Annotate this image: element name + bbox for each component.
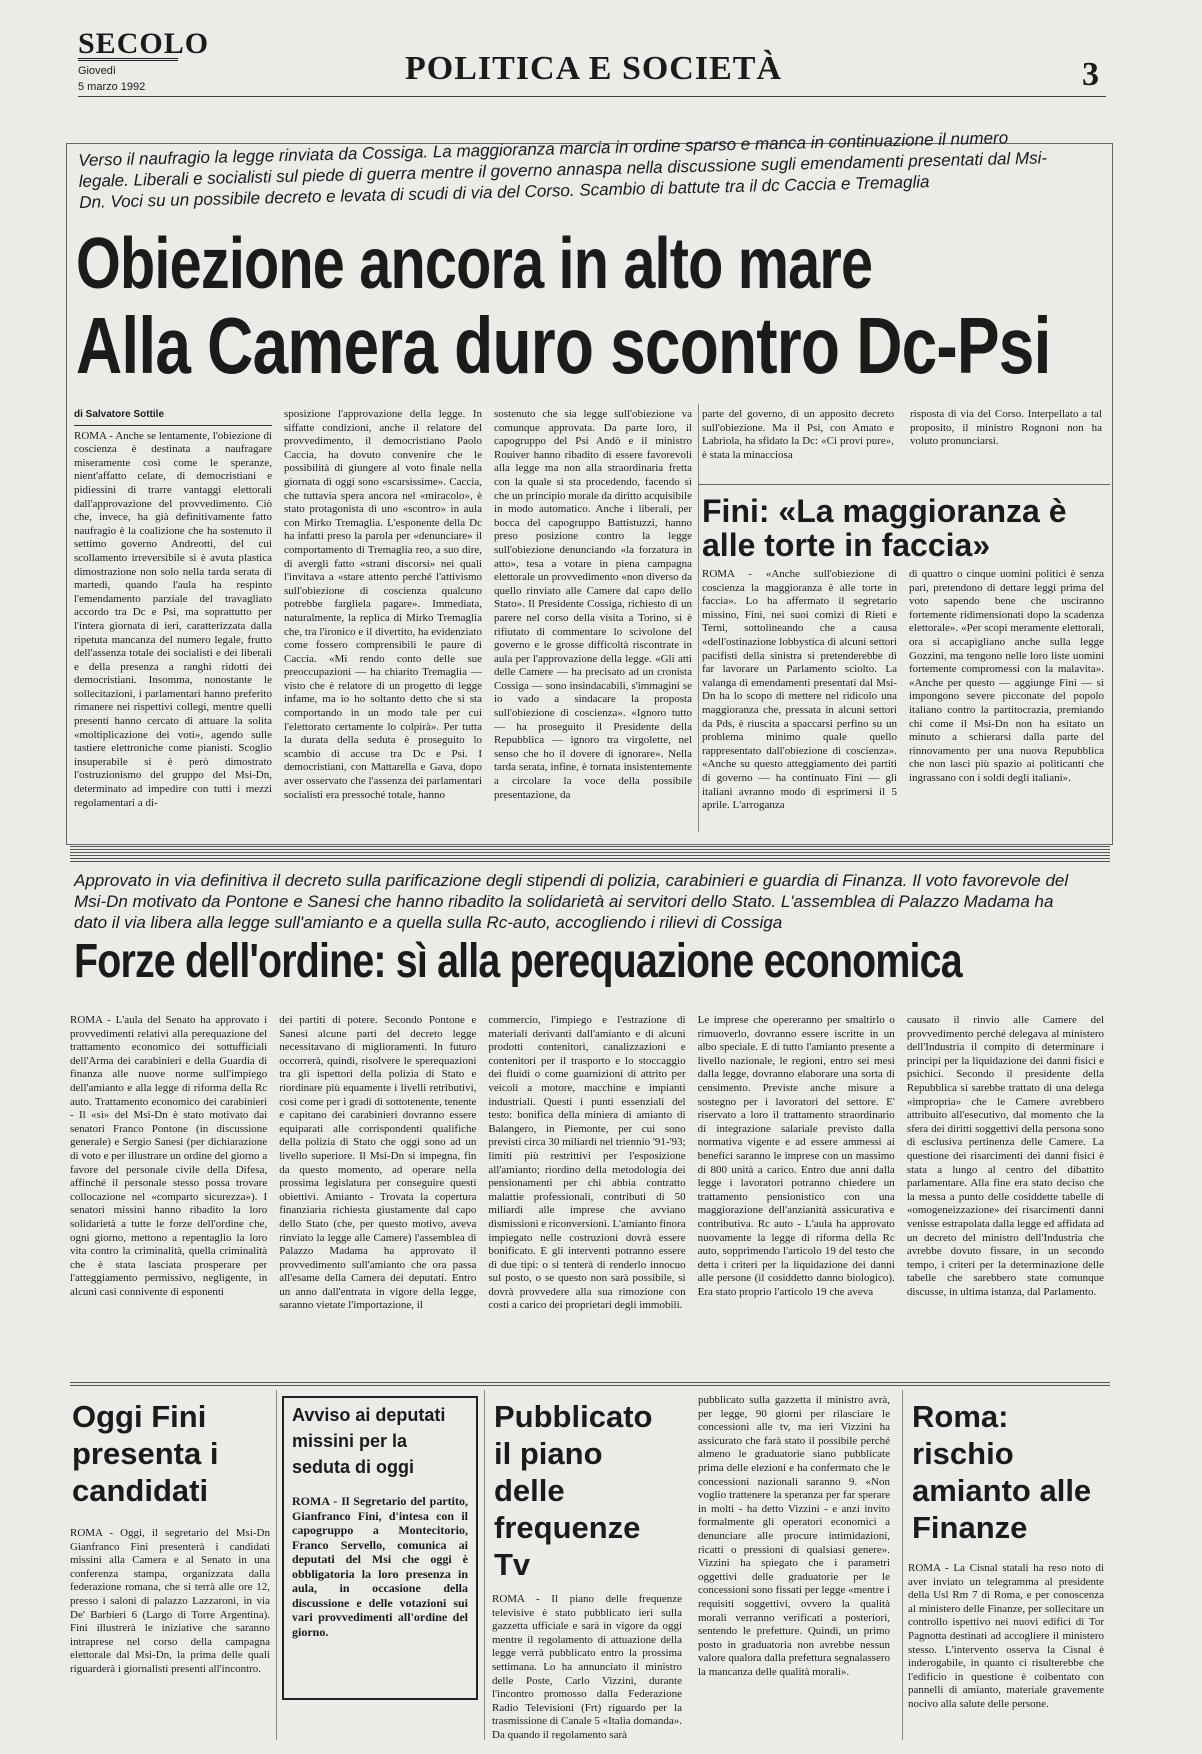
lead-column-1-text: ROMA - Anche se lentamente, l'obiezione di coscienza è destinata a naufragare miseramente così come le speranze, nient'affatto celate, di democristiani e pidiessini di trarre vantaggi elettorali dall'approvazione del provvedimento. Ciò che, invece, ha già definitivamente fatto naufragio è la coalizione che ha sostenuto il settimo governo Andreotti, del cui scollamento irreversibile si è avuta plastica dimostrazione non solo nella tarda serata di martedì, quando l'aula ha respinto l'emendamento parziale del travagliato accordo tra Dc e Psi, ma soprattutto per l'intera giornata di ieri, caratterizzata dalla ripetuta mancanza del numero legale, frutto dell'assenza totale dei socialisti e dei liberali e della presenza a ranghi ridotti dei democristiani. Insomma, nonostante le sollecitazioni, i parlamentari hanno preferito rimanere nei rispettivi collegi, mentre quelli presenti hanno cercato di attuare la solita «moltiplicazione dei voti», agendo sulle tastiere elettroniche come pianisti. Scoglio insuperabile si è però dimostrato l'ostruzionismo del gruppo del Msi-Dn, determinato ad impedire con tutti i mezzi regolamentari a di- — [74, 429, 272, 809]
second-story-kicker-lead: Approvato in via definitiva il decreto sulla parificazione — [74, 871, 482, 890]
brief-avviso — [292, 1402, 468, 1692]
section-title: POLITICA E SOCIETÀ — [405, 50, 782, 87]
masthead-rule — [78, 96, 1106, 97]
lead-column-2 — [284, 408, 482, 832]
fini-column-2-text: di quattro o cinque uomini politici è senza pari, pretendono di dettare leggi prima del voto sapendo bene che usciranno fortemente ridimensionati dopo la scadenza elettorale». «Per scopi meramente elettorali, ora si accapigliano anche sulla legge Gozzini, ma tengono nelle loro liste uomini fortemente compromessi con la malavita». «Anche per questo — aggiunge Fini — si impongono severe picconate del popolo italiano contro la partitocrazia, premiando chi come il Msi-Dn non ha esitato un minuto a schierarsi dalla parte del rinnovamento per una nuova Repubblica che non lasci più spazio ai politicanti che ingrassano con i soldi degli italiani». — [909, 568, 1104, 784]
lead-column-5 — [910, 408, 1102, 478]
second-column-2-text: dei partiti di potere. Secondo Pontone e Sanesi alcune parti del decreto legge necessitavano di miglioramenti. In futuro occorrerà, quindi, risolvere le sperequazioni tra gli ispettori della polizia di Stato e riordinare più equamente i livelli retributivi, così come per i gradi di sottotenente, tenente e capitano dei carabinieri dovranno essere equiparati alle corrispondenti qualifiche della polizia di Stato che oggi sono ad un livello superiore. Il Msi-Dn si impegna, fin da questo momento, ad operare nella prossima legislatura per conseguire questi obiettivi. Amianto - Trovata la copertura finanziaria richiesta giustamente dal capo dello Stato (che, per questo motivo, aveva rinviato la legge alle Camere) l'assemblea di Palazzo Madama ha approvato il provvedimento sull'amianto che ora passa all'esame della Camera dei deputati. Entro un anno dall'entrata in vigore della legge, saranno vietate l'importazione, il — [279, 1014, 477, 1312]
second-column-3 — [488, 1014, 685, 1374]
lead-column-2-text: sposizione l'approvazione della legge. In siffatte condizioni, anche il relatore del provvedimento, il democristiano Paolo Caccia, ha dovuto convenire che le possibilità di giungere al voto finale nella giornata di oggi sono «scarsissime». Caccia, che tuttavia spera ancora nel «miracolo», è stato protagonista di uno «scontro» in aula con Mirko Tremaglia. L'esponente della Dc ha infatti preso la parola per «denunciare» il comportamento di Tremaglia reo, a suo dire, di avergli fatto «strani discorsi» nei quali l'invitava a «stare attento perché l'attivismo sull'obiezione di coscienza qualcuno potrebbe fargliela pagare». Immediata, naturalmente, la replica di Mirko Tremaglia che, tra l'ironico e il divertito, ha evidenziato come fossero comprensibili le paure di Caccia. «Mi rendo conto delle sue preoccupazioni — ha chiarito Tremaglia — visto che è relatore di un progetto di legge infame, ma io ho soltanto detto che si sta comportando in un modo tale per cui l'elettorato certamente lo colpirà». Per tutta la durata della seduta è proseguito lo scambio di accuse tra Dc e Psi. I democristiani, con Mattarella e Gava, dopo aver osservato che l'assenza dei parlamentari socialisti era pressoché totale, hanno — [284, 408, 482, 801]
section-separator — [70, 846, 1110, 862]
second-story-body — [70, 1014, 1104, 1374]
brief-amianto-finanze — [908, 1392, 1104, 1742]
brief-5-text: ROMA - La Cisnal statali ha reso noto di aver inviato un telegramma al presidente della Usl Rm 7 di Roma, e per conoscenza al ministero delle Finanze, per sollecitare un controllo ispettivo nei nuovi edifici di Tor Pagnotta destinati ad accogliere il ministero stesso. L'intervento osserva la Cisnal è inderogabile, in quanto ci risulterebbe che l'edificio in questione è coibentato con pannelli di amianto, materiale gravemente nocivo alla salute delle persone. — [908, 1562, 1104, 1710]
second-story-kicker-rest: degli stipendi di polizia, carabinieri e guardia di Finanza. Il voto favorevole del Msi-Dn motivato da Pontone e Sanesi che hanno ribadito la solidarietà ai servitori dello Stato. L'assemblea di Palazzo Madama ha dato il via libera alla legge sull'amianto e a quella sulla Rc-auto, accogliendo i rilievi di Cossiga — [74, 871, 1069, 932]
brief-5-headline: Roma: rischio amianto alle Finanze — [912, 1399, 1092, 1545]
second-column-5-text: causato il rinvio alle Camere del provvedimento perché delegava al ministero dell'Industria il compito di determinare i principi per la liquidazione dei danni fisici e psichici. Secondo il presidente della Repubblica si sarebbe trattato di una delega «impropria» che le Camere avrebbero attribuito all'esecutivo, dal momento che la sfera dei diritti soggettivi della persona sono di esclusiva pertinenza delle Camere. La questione dei risarcimenti dei danni fisici è stata a lungo al centro del dibattito parlamentare. Alla fine era stato deciso che la messa a punto delle cosiddette tabelle di «omogeneizzazione» dei risarcimenti danni venisse estrapolata dalla legge ed affidata ad un decreto del ministro dell'Industria che avrebbe dovuto fissare, in un secondo tempo, i criteri per la determinazione delle tabelle che sarebbero state comunque discusse, in ultima istanza, dal Parlamento. — [906, 1014, 1105, 1298]
lead-column-4-text: parte del governo, di un apposito decreto sull'obiezione. Ma il Psi, con Amato e Labriola, ha sfidato la Dc: «Ci provi pure», è stata la minacciosa — [702, 408, 894, 461]
page-number: 3 — [1082, 56, 1099, 93]
brief-frequenze — [492, 1392, 682, 1742]
second-story-kicker — [74, 870, 1084, 933]
second-story-headline: Forze dell'ordine: sì alla perequazione economica — [74, 935, 962, 988]
lead-column-5-text: risposta di via del Corso. Interpellato a tal proposito, il ministro Rognoni non ha voluto pronunciarsi. — [910, 408, 1102, 448]
second-column-3-text: commercio, l'impiego e l'estrazione di materiali derivanti dall'amianto e di alcuni prodotti contenitori, canalizzazioni e contenitori per il trasporto e lo stoccaggio dei fluidi o come guarnizioni di attrito per veicoli a motore, macchine e impianti industriali. Questi i punti essenziali del testo: bonifica della miniera di amianto di Balangero, in Piemonte, per cui sono previsti circa 30 miliardi nel triennio '91-'93; limiti più restrittivi per l'esposizione all'amianto; riordino della metodologia dei pensionamenti per chi abbia contratto malattie professionali, contributi di 50 miliardi alle imprese che avviano dismissioni e riconversioni. L'amianto finora impiegato nelle costruzioni dovrà essere bonificato. E gli interventi potranno essere di due tipi: o si tenterà di renderlo innocuo sul posto, o se questo non sarà possibile, si dovrà provvedere alla sua rimozione con costi a carico dei proprietari degli immobili. — [488, 1014, 686, 1312]
issue-date: 5 marzo 1992 — [78, 81, 146, 93]
lead-headline-2: Alla Camera duro scontro Dc-Psi — [76, 301, 1051, 390]
byline: di Salvatore Sottile — [74, 408, 272, 426]
lead-column-4 — [702, 408, 894, 478]
second-column-1-text: ROMA - L'aula del Senato ha approvato i provvedimenti relativi alla perequazione del trattamento economico dei sottufficiali dell'Arma dei carabinieri e della Guardia di finanza alle nuove norme sull'impiego dell'amianto e alla legge di riforma della Rc auto. Trattamento economico dei carabinieri - Il «sì» del Msi-Dn è stato motivato dai senatori Franco Pontone (in discussione generale) e Sergio Sanesi (per dichiarazione di voto e per illustrare un ordine del giorno a favore del personale civile della Difesa, affinché il personale stesso possa trovare collocazione nel «comparto sicurezza»). I senatori missini hanno ribadito la loro solidarietà a tutte le forze dell'ordine che, ogni giorno, mettono a repentaglio la loro vita contro la criminalità, quella criminalità che è stata lasciata prosperare per l'atteggiamento permissivo, negligente, in alcuni casi connivente di esponenti — [70, 1014, 268, 1298]
newspaper-logo — [78, 27, 210, 93]
second-column-4-text: Le imprese che opereranno per smaltirlo o rimuoverlo, dovranno essere iscritte in un albo speciale. E di tutto l'amianto presente a livello nazionale, le regioni, entro sei mesi dalla legge, dovranno elaborare una sorta di censimento. Previste anche misure a sostegno per i lavoratori del settore. E' riservato a loro il trattamento straordinario di integrazione salariale previsto dalla normativa vigente e ad essere ammessi ai benefici saranno le imprese con un massimo di 800 unità a carico. Entro due anni dalla legge i lavoratori potranno chiedere un trattamento pensionistico con una maggiorazione dell'anzianità assicurativa e contributiva. Rc auto - L'aula ha approvato nuovamente la legge di riforma della Rc auto, sopprimendo l'articolo 19 del testo che detta i criteri per la liquidazione dei danni alle persone (il cosiddetto danno biologico). Era stato proprio l'articolo 19 che aveva — [697, 1014, 895, 1298]
second-column-1 — [70, 1014, 267, 1374]
logo-word: SECOLO — [78, 27, 210, 60]
brief-2-headline: Avviso ai deputati missini per la seduta di oggi — [292, 1405, 446, 1477]
bottom-divider-2 — [484, 1390, 485, 1740]
fini-box — [698, 484, 1110, 486]
brief-3-headline: Pubblicato il piano delle frequenze Tv — [494, 1399, 653, 1582]
lead-column-1 — [74, 408, 272, 832]
fini-column-2 — [909, 568, 1104, 832]
issue-day: Giovedì — [78, 65, 116, 77]
bottom-separator — [70, 1380, 1110, 1386]
lead-story-body — [74, 408, 692, 832]
brief-fini-candidati — [70, 1392, 270, 1742]
brief-1-headline: Oggi Fini presenta i candidati — [72, 1399, 219, 1508]
lead-column-3-text: sostenuto che sia legge sull'obiezione va comunque approvata. Da parte loro, il capogruppo del Psi Andò e il ministro Rouiver hanno ribadito di essere favorevoli alla legge ma non alla straordinaria fretta con la quale si sta procedendo, facendo sì che un principio morale da diritto acquisibile in modo automatico. Anche i liberali, per bocca del capogruppo Battistuzzi, hanno preso posizione contro la legge sull'obiezione denunciando «la forzatura in atto», tesa a votare in piena campagna elettorale un provvedimento «non diverso da quello rinviato alle Camere dal capo dello Stato». Il Presidente Cossiga, richiesto di un parere nel corso della visita a Torino, si è rifiutato di commentare lo scivolone del governo e le grosse difficoltà riscontrate in aula per l'approvazione della legge. «Gli atti delle Camere — ha precisato ad un cronista Cossiga — sono insindacabili, s'immagini se io vado a sindacare la proposta sull'obiezione di coscienza». «Ignoro tutto — ha proseguito il Presidente della Repubblica — ignoro tra virgolette, nel senso che ho il dovere di ignorare». Nella tarda serata, infine, è tornata insistentemente a circolare la voce della possibile presentazione, da — [494, 408, 692, 801]
fini-column-1 — [702, 568, 897, 832]
second-column-2 — [279, 1014, 476, 1374]
lead-headline-1: Obiezione ancora in alto mare — [76, 224, 873, 304]
brief-frequenze-continued: pubblicato sulla gazzetta il ministro avrà, per legge, 90 giorni per rilasciare le concessioni alle tv, ma ieri Vizzini ha assicurato che farà stato il possibile perché almeno le graduatorie siano pubblicate prima delle elezioni e ha confermato che le concessioni nazionali saranno 9. «Non voglio trattenere la speranza per far sperare in molti - ha detto Vizzini - e anzi invito formalmente gli operatori economici a denunciare alle procure intimidazioni, ricatti o pressioni di qualsiasi genere». Vizzini ha spiegato che i parametri oggettivi delle graduatorie per le concessioni sono fissati per legge «mentre i requisiti soggettivi, ovvero la qualità morali verranno verificati a posteriori, sentendo le prefetture. Quindi, un primo posto in graduatoria non avrebbe nessun valore qualora dalla prefettura segnalassero la mancanza delle qualità morali». — [698, 1394, 890, 1678]
brief-3-text: ROMA - Il piano delle frequenze televisive è stato pubblicato ieri sulla gazzetta ufficiale e sarà in vigore da oggi mentre il regolamento di attuazione della legge verrà pubblicato entro la prossima settimana. Lo ha annunciato il ministro delle Poste, Carlo Vizzini, durante l'incontro promosso dalla Federazione Radio Televisioni (Frt) riguardo per la trasmissione di Canale 5 «Italia domanda». Da quando il regolamento sarà — [492, 1593, 682, 1741]
second-column-4 — [698, 1014, 895, 1374]
brief-2-text: ROMA - Il Segretario del partito, Gianfranco Fini, d'intesa con il capogruppo a Montecitorio, Franco Servello, comunica ai deputati del Msi che oggi è obbligatoria la loro presenza in aula, in occasione della discussione e delle votazioni sui vari provvedimenti all'ordine del giorno. — [292, 1494, 468, 1639]
second-column-5 — [907, 1014, 1104, 1374]
lead-column-3 — [494, 408, 692, 832]
bottom-divider-3 — [902, 1390, 903, 1740]
bottom-divider-1 — [276, 1390, 277, 1740]
fini-column-1-text: ROMA - «Anche sull'obiezione di coscienza la maggioranza è alle torte in faccia». Lo ha affermato il segretario missino, Fini, nei suoi comizi di Rieti e Terni, sottolineando che a causa «dell'ostinazione lobbystica di alcuni settori pacifisti della sinistra si pretenderebbe di far lavorare un Parlamento sciolto. La valanga di emendamenti presentati dal Msi-Dn ha lo scopo di mettere nel ridicolo una maggioranza che, pressata in alcuni settori da Pds, è riuscita a spaccarsi perfino su un problema minimo quale quello rappresentato dall'obiezione di coscienza». «Anche su questo atteggiamento dei partiti di governo — ha continuato Fini — gli italiani avranno modo di esprimersi il 5 aprile. L'arroganza — [702, 568, 897, 812]
fini-headline: Fini: «La maggioranza è alle torte in faccia» — [702, 493, 1067, 563]
brief-1-text: ROMA - Oggi, il segretario del Msi-Dn Gianfranco Fini presenterà i candidati missini alla Camera e al Senato in una conferenza stampa, organizzata dalla federazione romana, che si terrà alle ore 12, presso i saloni di palazzo Lazzaroni, in via De' Barbieri 6 (Largo di Torre Argentina). Fini illustrerà le iniziative che saranno intraprese nel corso della campagna elettorale dal Msi-Dn, la prima delle quali riguarderà i giornalisti presenti all'incontro. — [70, 1527, 270, 1675]
column-divider — [698, 404, 699, 832]
lead-story-kicker: Verso il naufragio la legge rinviata da Cossiga. La maggioranza marcia in ordine sparso e manca in continuazione il numero legale. Liberali e socialisti sul piede di guerra mentre il governo annaspa nella discussione sugli emendamenti presentati dal Msi-Dn. Voci su un possibile decreto e levata di scudi di via del Corso. Scambio di battute tra il dc Caccia e Tremaglia — [78, 128, 1048, 212]
fini-body — [702, 568, 1104, 832]
